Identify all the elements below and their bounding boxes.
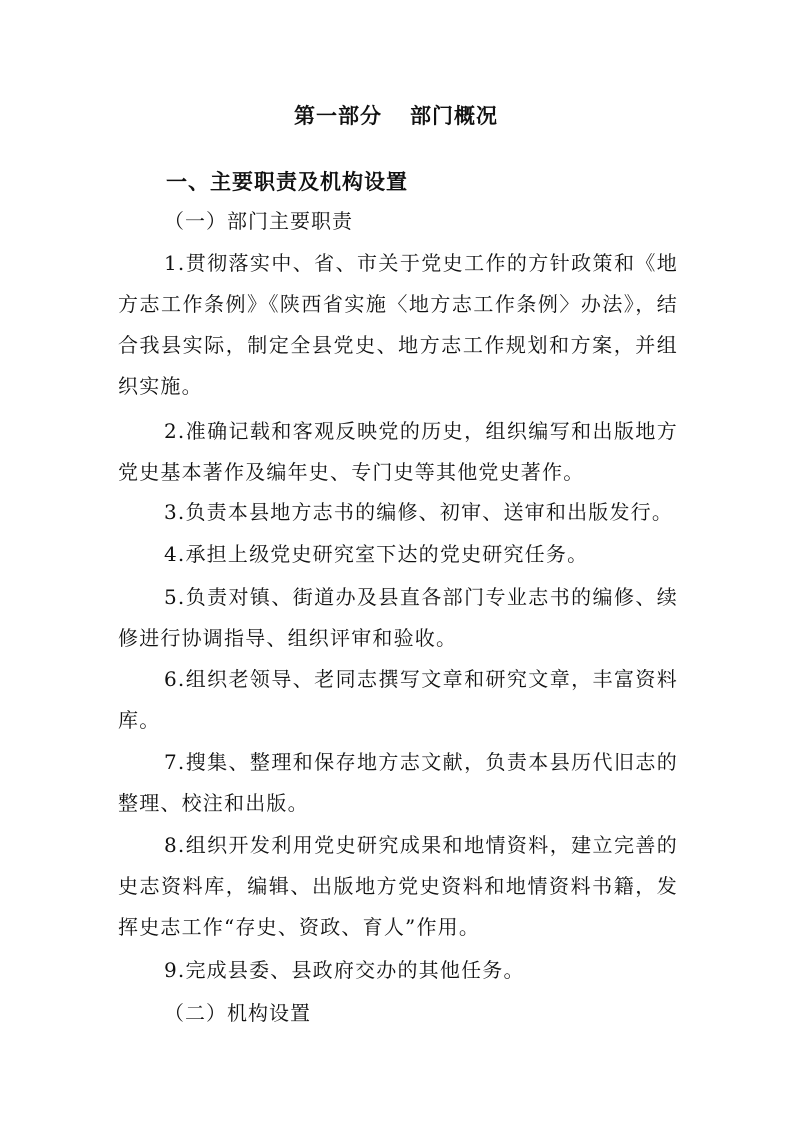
title-text: 部门概况: [410, 103, 498, 128]
duty-paragraph-2: 2.准确记载和客观反映党的历史，组织编写和出版地方党史基本著作及编年史、专门史等其他党史著作。: [118, 419, 678, 484]
duty-paragraph-4: 4.承担上级党史研究室下达的党史研究任务。: [164, 542, 589, 566]
duty-paragraph-5: 5.负责对镇、街道办及县直各部门专业志书的编修、续修进行协调指导、组织评审和验收。: [118, 585, 678, 650]
duty-paragraph-6: 6.组织老领导、老同志撰写文章和研究文章，丰富资料库。: [118, 667, 678, 732]
duty-paragraph-1: 1.贯彻落实中、省、市关于党史工作的方针政策和《地方志工作条例》《陕西省实施〈地方志工作条例〉办法》，结合我县实际，制定全县党史、地方志工作规划和方案，并组织实施。: [118, 251, 678, 398]
page-title: [0, 100, 792, 130]
section-heading: 一、主要职责及机构设置: [166, 169, 408, 194]
duty-paragraph-9: 9.完成县委、县政府交办的其他任务。: [164, 958, 525, 982]
duty-paragraph-7: 7.搜集、整理和保存地方志文献，负责本县历代旧志的整理、校注和出版。: [118, 750, 678, 815]
duty-paragraph-8: 8.组织开发利用党史研究成果和地情资料，建立完善的史志资料库，编辑、出版地方党史资料和地情资料书籍，发挥史志工作“存史、资政、育人”作用。: [118, 833, 678, 939]
subsection-heading-structure: （二）机构设置: [164, 1001, 311, 1025]
duty-paragraph-3: 3.负责本县地方志书的编修、初审、送审和出版发行。: [164, 500, 674, 524]
subsection-heading-duties: （一）部门主要职责: [164, 209, 353, 233]
title-part-label: 第一部分: [294, 103, 382, 128]
